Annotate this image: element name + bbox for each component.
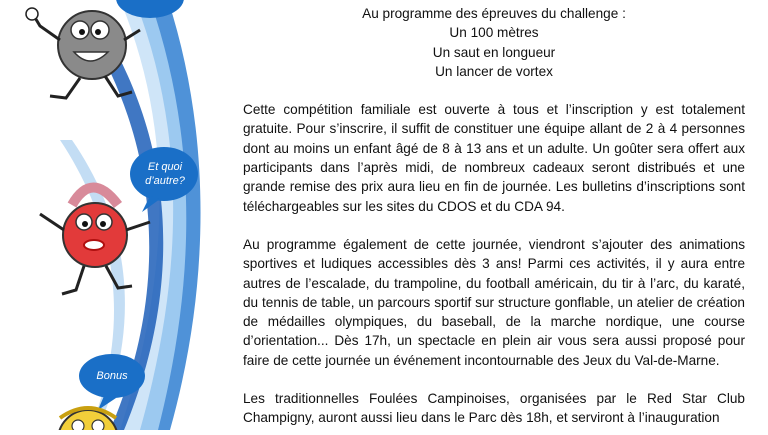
program-event-1: Un 100 mètres (449, 25, 539, 41)
spacer (243, 81, 745, 100)
paragraph-foulees: Les traditionnelles Foulées Campinoises, organisées par le Red Star Club Champigny, auront aussi lieu dans le Parc dès 18h, et serviront à l’inauguration (243, 391, 745, 426)
bubble-bonus-text: Bonus (96, 370, 128, 382)
bubble-quoi-text (136, 160, 194, 188)
yellow-mascot (58, 408, 118, 430)
paragraph-inscription: Cette compétition familiale est ouverte à tous et l’inscription y est totalement gratuite. Pour s’inscrire, il suffit de constituer une équipe allant de 2 à 4 personnes dont au moins un enfant âgé de 8 à 13 ans et un adulte. Un goûter sera offert aux participants dans l’après midi, de nombreux cadeaux seront distribués et une grande remise des prix aura lieu en fin de journée. Les bulletins d’inscriptions sont téléchargeables sur les sites du CDOS et du CDA 94. (243, 102, 745, 214)
spacer (243, 370, 745, 389)
article-content (243, 0, 745, 428)
spacer (243, 216, 745, 235)
sidebar-illustration (0, 0, 230, 430)
red-mascot (40, 188, 150, 295)
program-heading: Au programme des épreuves du challenge : (362, 6, 626, 21)
bubble-quoi-line1: Et quoi (147, 161, 183, 173)
program-event-2: Un saut en longueur (432, 44, 556, 60)
program-section (243, 4, 745, 81)
bubble-quoi-line2: d’autre? (145, 175, 185, 187)
program-event-3: Un lancer de vortex (435, 63, 553, 79)
paragraph-animations: Au programme également de cette journée, viendront s’ajouter des animations sportives et ludiques accessibles dès 3 ans! Parmi ces activités, il y aura entre autres de l’escalade, du trampoline, du football américain, du tir à l’arc, du karaté, du tennis de table, un parcours sportif sur structure gonflable, un atelier de création de médailles olympiques, du baseball, de la marche nordique, une course d’orientation... Dès 17h, un spectacle en plein air vous sera aussi proposé pour faire de cette journée un événement incontournable des Jeux du Val-de-Marne. (243, 236, 745, 368)
decorative-sidebar (0, 0, 230, 430)
